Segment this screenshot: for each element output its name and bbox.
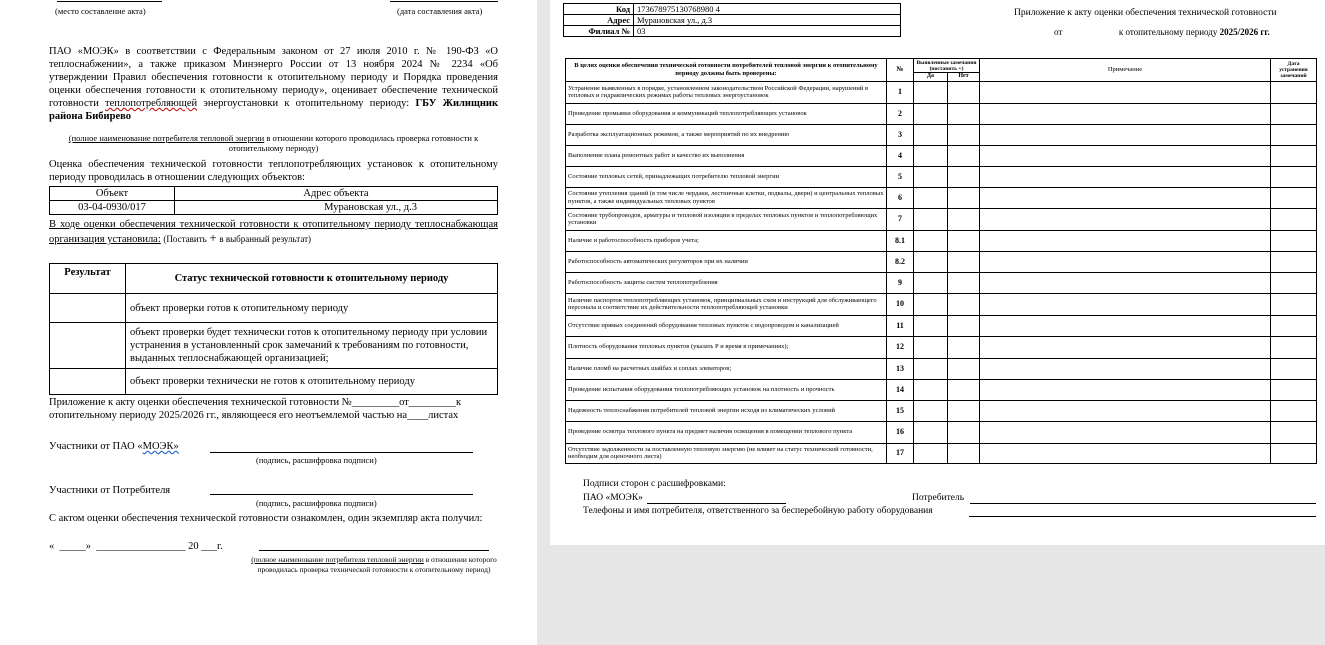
remark-yes-cell[interactable] bbox=[914, 400, 948, 421]
fix-date-cell[interactable] bbox=[1271, 208, 1317, 230]
result-intro-b: (Поставить bbox=[163, 234, 207, 244]
address-label: Адрес bbox=[564, 15, 634, 26]
result-cell-1[interactable] bbox=[50, 294, 126, 323]
remark-yes-cell[interactable] bbox=[914, 124, 948, 145]
note-cell[interactable] bbox=[980, 251, 1271, 272]
table-row bbox=[50, 323, 498, 369]
right-page bbox=[550, 0, 1325, 545]
note-cell[interactable] bbox=[980, 400, 1271, 421]
result-header: Результат bbox=[50, 264, 126, 294]
code-table bbox=[563, 3, 901, 37]
note-cell[interactable] bbox=[980, 272, 1271, 293]
moek-sign-label: ПАО «МОЭК» bbox=[583, 493, 643, 503]
header-num: № bbox=[887, 59, 914, 82]
date-fill-line[interactable]: « _____» _________________ 20 ___г. bbox=[49, 541, 223, 552]
date-caption: (дата составления акта) bbox=[397, 6, 483, 16]
result-table-header bbox=[50, 264, 498, 294]
fix-date-cell[interactable] bbox=[1271, 272, 1317, 293]
remark-yes-cell[interactable] bbox=[914, 379, 948, 400]
remark-yes-cell[interactable] bbox=[914, 230, 948, 251]
intro-paragraph bbox=[49, 45, 498, 123]
table-row bbox=[566, 103, 1317, 124]
objects-intro: Оценка обеспечения технической готовности теплопотребляющих установок к отопительному периоду проводилась в отношении следующих объектов: bbox=[49, 159, 498, 183]
place-line bbox=[57, 1, 162, 2]
phones-line[interactable] bbox=[969, 516, 1316, 517]
checklist-item-number: 10 bbox=[887, 293, 914, 315]
fix-date-cell[interactable] bbox=[1271, 187, 1317, 208]
appendix-text-b: отопительному периоду 2025/2026 гг., являющееся его неотъемлемой частью на____листах bbox=[49, 410, 459, 421]
remark-yes-cell[interactable] bbox=[914, 145, 948, 166]
remark-no-cell[interactable] bbox=[948, 251, 980, 272]
checklist-item-text: Работоспособность защиты систем теплопотребления bbox=[566, 272, 887, 293]
remark-yes-cell[interactable] bbox=[914, 358, 948, 379]
table-row bbox=[566, 293, 1317, 315]
moek-sign-line[interactable] bbox=[647, 503, 786, 504]
remark-no-cell[interactable] bbox=[948, 400, 980, 421]
note-cell[interactable] bbox=[980, 358, 1271, 379]
note-cell[interactable] bbox=[980, 421, 1271, 443]
signatures-title: Подписи сторон с расшифровками: bbox=[583, 479, 726, 489]
participants-moek-label: Участники от ПАО « bbox=[49, 441, 143, 452]
appendix-sub-a: от bbox=[1054, 27, 1063, 37]
fix-date-cell[interactable] bbox=[1271, 379, 1317, 400]
consumer-sign-label: Потребитель bbox=[912, 493, 965, 503]
checklist-item-text: Плотность оборудования тепловых пунктов (указать Р и время в примечаниях); bbox=[566, 336, 887, 358]
remark-yes-cell[interactable] bbox=[914, 336, 948, 358]
note-cell[interactable] bbox=[980, 187, 1271, 208]
checklist-item-number: 16 bbox=[887, 421, 914, 443]
bottom-caption-b: в отношении которого проводилась проверка технической готовности к отопительному период) bbox=[257, 555, 497, 574]
objects-header-object: Объект bbox=[50, 187, 175, 201]
remark-yes-cell[interactable] bbox=[914, 208, 948, 230]
remark-no-cell[interactable] bbox=[948, 166, 980, 187]
remark-no-cell[interactable] bbox=[948, 187, 980, 208]
header-note: Примечание bbox=[980, 59, 1271, 82]
fix-date-cell[interactable] bbox=[1271, 103, 1317, 124]
remark-yes-cell[interactable] bbox=[914, 166, 948, 187]
checklist-item-number: 17 bbox=[887, 443, 914, 463]
branch-value: 03 bbox=[634, 26, 901, 37]
result-cell-3[interactable] bbox=[50, 369, 126, 395]
result-intro-a: В ходе оценки обеспечения технической готовности к отопительному периоду теплоснабжающая организация установила: bbox=[49, 219, 498, 245]
checklist-item-text: Разработка эксплуатационных режимов, а также мероприятий по их внедрению bbox=[566, 124, 887, 145]
fix-date-cell[interactable] bbox=[1271, 251, 1317, 272]
checklist-item-number: 13 bbox=[887, 358, 914, 379]
remark-no-cell[interactable] bbox=[948, 379, 980, 400]
fix-date-cell[interactable] bbox=[1271, 336, 1317, 358]
fix-date-cell[interactable] bbox=[1271, 293, 1317, 315]
checklist-item-text: Наличие паспортов теплопотребляющих установок, принципиальных схем и инструкций для обслуживающего персонала и соответствие их действительности теплопотребляющей установки bbox=[566, 293, 887, 315]
participants-moek bbox=[49, 440, 179, 453]
note-cell[interactable] bbox=[980, 124, 1271, 145]
remark-yes-cell[interactable] bbox=[914, 272, 948, 293]
result-cell-2[interactable] bbox=[50, 323, 126, 369]
result-table bbox=[49, 263, 498, 395]
checklist-header-row bbox=[566, 59, 1317, 73]
note-cell[interactable] bbox=[980, 336, 1271, 358]
table-row bbox=[564, 15, 901, 26]
appendix-text-a: Приложение к акту оценки обеспечения технической готовности №_________от_________к bbox=[49, 397, 462, 408]
fix-date-cell[interactable] bbox=[1271, 315, 1317, 336]
bottom-caption bbox=[250, 555, 498, 575]
note-cell[interactable] bbox=[980, 315, 1271, 336]
object-code-cell: 03-04-0930/017 bbox=[50, 201, 175, 215]
checklist-item-text: Отсутствие задолженности за поставленную тепловую энергию (не влияет на статус технической готовности, необходим для оценочного листа) bbox=[566, 443, 887, 463]
checklist-item-number: 11 bbox=[887, 315, 914, 336]
remark-yes-cell[interactable] bbox=[914, 81, 948, 103]
status-cell-3: объект проверки технически не готов к отопительному периоду bbox=[126, 369, 498, 395]
checklist-item-number: 6 bbox=[887, 187, 914, 208]
checklist-item-number: 3 bbox=[887, 124, 914, 145]
table-row bbox=[566, 272, 1317, 293]
checklist-item-text: Работоспособность автоматических регуляторов при их наличии bbox=[566, 251, 887, 272]
table-row bbox=[50, 294, 498, 323]
checklist-item-number: 8.2 bbox=[887, 251, 914, 272]
appendix-sub-b: к отопительному периоду bbox=[1118, 27, 1218, 37]
code-label: Код bbox=[564, 4, 634, 15]
note-cell[interactable] bbox=[980, 443, 1271, 463]
objects-header-address: Адрес объекта bbox=[175, 187, 498, 201]
table-row bbox=[566, 187, 1317, 208]
table-row bbox=[50, 201, 498, 215]
header-yes: Да bbox=[914, 73, 948, 82]
remark-no-cell[interactable] bbox=[948, 336, 980, 358]
remark-yes-cell[interactable] bbox=[914, 421, 948, 443]
checklist-item-number: 7 bbox=[887, 208, 914, 230]
moek-signature-line[interactable] bbox=[210, 452, 473, 453]
appendix-paragraph bbox=[49, 396, 498, 422]
table-row bbox=[564, 26, 901, 37]
code-value: 173678975130768980 4 bbox=[634, 4, 901, 15]
table-row bbox=[566, 379, 1317, 400]
signature-caption: (подпись, расшифровка подписи) bbox=[256, 455, 377, 465]
note-cell[interactable] bbox=[980, 379, 1271, 400]
note-cell[interactable] bbox=[980, 103, 1271, 124]
remark-yes-cell[interactable] bbox=[914, 103, 948, 124]
remark-yes-cell[interactable] bbox=[914, 293, 948, 315]
checklist-body bbox=[566, 81, 1317, 463]
checklist-item-number: 1 bbox=[887, 81, 914, 103]
header-no: Нет bbox=[948, 73, 980, 82]
status-header: Статус технической готовности к отопительному периоду bbox=[126, 264, 498, 294]
objects-table bbox=[49, 186, 498, 215]
table-row bbox=[566, 166, 1317, 187]
signature-caption-2: (подпись, расшифровка подписи) bbox=[256, 498, 377, 508]
fix-date-cell[interactable] bbox=[1271, 124, 1317, 145]
left-page bbox=[0, 0, 537, 645]
checklist-item-number: 2 bbox=[887, 103, 914, 124]
remark-yes-cell[interactable] bbox=[914, 187, 948, 208]
checklist-item-text: Устранение выявленных в порядке, установленном законодательством Российской Федерации, нарушений в тепловых и гидравлических режимах работы тепловых энергоустановок bbox=[566, 81, 887, 103]
checklist-item-text: Состояние утепления зданий (в том числе чердаки, лестничные клетки, подвалы, двери) и центральных тепловых пунктов, а также индивидуальных тепловых пунктов bbox=[566, 187, 887, 208]
status-cell-1: объект проверки готов к отопительному периоду bbox=[126, 294, 498, 323]
table-row bbox=[564, 4, 901, 15]
checklist-item-text: Отсутствие прямых соединений оборудования тепловых пунктов с водопроводом и канализацией bbox=[566, 315, 887, 336]
result-intro bbox=[49, 218, 498, 246]
remark-no-cell[interactable] bbox=[948, 103, 980, 124]
table-row bbox=[566, 251, 1317, 272]
checklist-item-number: 5 bbox=[887, 166, 914, 187]
checklist-item-number: 15 bbox=[887, 400, 914, 421]
table-row bbox=[566, 145, 1317, 166]
intro-tail: энергоустановки к отопительному периоду: bbox=[203, 98, 410, 109]
checklist-item-number: 12 bbox=[887, 336, 914, 358]
fix-date-cell[interactable] bbox=[1271, 400, 1317, 421]
table-row bbox=[566, 315, 1317, 336]
intro-wavy-word: теплопотребляющей bbox=[105, 98, 198, 109]
remark-no-cell[interactable] bbox=[948, 443, 980, 463]
fix-date-cell[interactable] bbox=[1271, 421, 1317, 443]
table-row bbox=[566, 421, 1317, 443]
remark-yes-cell[interactable] bbox=[914, 443, 948, 463]
remark-no-cell[interactable] bbox=[948, 208, 980, 230]
header-item: В целях оценки обеспечения технической готовности потребителей тепловой энергии к отопительному периоду должны быть проверены: bbox=[566, 59, 887, 82]
checklist-item-text: Проведение испытания оборудования теплопотребляющих установок на плотность и прочность bbox=[566, 379, 887, 400]
table-row bbox=[566, 124, 1317, 145]
checklist-item-number: 8.1 bbox=[887, 230, 914, 251]
table-row bbox=[566, 336, 1317, 358]
header-remarks: Выявленные замечания (поставить +) bbox=[914, 59, 980, 73]
remark-no-cell[interactable] bbox=[948, 230, 980, 251]
header-date: Дата устранения замечаний bbox=[1271, 59, 1317, 82]
participants-consumer-label: Участники от Потребителя bbox=[49, 485, 171, 496]
consumer-name: ГБУ Жилищник района Бибирево bbox=[49, 98, 498, 122]
checklist-item-text: Наличие пломб на расчетных шайбах и соплах элеваторов; bbox=[566, 358, 887, 379]
table-row bbox=[50, 369, 498, 395]
object-address-cell: Мурановская ул., д.3 bbox=[175, 201, 498, 215]
consumer-caption-a: (полное наименование потребителя тепловой энергии bbox=[68, 133, 265, 143]
table-row bbox=[566, 81, 1317, 103]
remark-no-cell[interactable] bbox=[948, 124, 980, 145]
fix-date-cell[interactable] bbox=[1271, 145, 1317, 166]
remark-no-cell[interactable] bbox=[948, 81, 980, 103]
fix-date-cell[interactable] bbox=[1271, 358, 1317, 379]
checklist-item-number: 4 bbox=[887, 145, 914, 166]
remark-no-cell[interactable] bbox=[948, 315, 980, 336]
remark-no-cell[interactable] bbox=[948, 293, 980, 315]
checklist-item-number: 9 bbox=[887, 272, 914, 293]
status-cell-2: объект проверки будет технически готов к отопительному периоду при условии устранения в установленный срок замечаний к требованиям по готовности, выданных теплоснабжающей организацией; bbox=[126, 323, 498, 369]
remark-no-cell[interactable] bbox=[948, 272, 980, 293]
remark-yes-cell[interactable] bbox=[914, 251, 948, 272]
consumer-sign-line[interactable] bbox=[970, 503, 1316, 504]
consumer-signature-line[interactable] bbox=[210, 494, 473, 495]
fix-date-cell[interactable] bbox=[1271, 443, 1317, 463]
place-caption: (место составление акта) bbox=[55, 6, 146, 16]
table-row bbox=[566, 443, 1317, 463]
table-row bbox=[566, 358, 1317, 379]
checklist-item-text: Состояние тепловых сетей, принадлежащих потребителю тепловой энергии bbox=[566, 166, 887, 187]
acquainted-text: С актом оценки обеспечения технической готовности ознакомлен, один экземпляр акта получил: bbox=[49, 513, 483, 524]
note-cell[interactable] bbox=[980, 208, 1271, 230]
remark-no-cell[interactable] bbox=[948, 358, 980, 379]
date-line-top bbox=[390, 1, 498, 2]
appendix-subtitle bbox=[1054, 27, 1270, 37]
result-intro-c: в выбранный результат) bbox=[219, 234, 312, 244]
checklist-item-text: Выполнение плана ремонтных работ и качество их выполнения bbox=[566, 145, 887, 166]
branch-label: Филиал № bbox=[564, 26, 634, 37]
note-cell[interactable] bbox=[980, 81, 1271, 103]
note-cell[interactable] bbox=[980, 230, 1271, 251]
remark-no-cell[interactable] bbox=[948, 421, 980, 443]
note-cell[interactable] bbox=[980, 166, 1271, 187]
objects-table-header bbox=[50, 187, 498, 201]
fix-date-cell[interactable] bbox=[1271, 81, 1317, 103]
phones-label: Телефоны и имя потребителя, ответственного за бесперебойную работу оборудования bbox=[583, 506, 933, 516]
checklist-item-text: Наличие и работоспособность приборов учета; bbox=[566, 230, 887, 251]
table-row bbox=[566, 400, 1317, 421]
fix-date-cell[interactable] bbox=[1271, 230, 1317, 251]
address-value: Мурановская ул., д.3 bbox=[634, 15, 901, 26]
note-cell[interactable] bbox=[980, 293, 1271, 315]
checklist-item-text: Состояние трубопроводов, арматуры и тепловой изоляции в пределах тепловых пунктов и теплопотребляющих установки bbox=[566, 208, 887, 230]
consumer-caption-b: в отношении которого проводилась проверка готовности к отопительному периоду) bbox=[228, 133, 479, 153]
appendix-title: Приложение к акту оценки обеспечения технической готовности bbox=[1014, 8, 1277, 18]
appendix-sub-c: 2025/2026 гг. bbox=[1219, 27, 1270, 37]
checklist-item-text: Надежность теплоснабжения потребителей тепловой энергии исходя из климатических условий bbox=[566, 400, 887, 421]
note-cell[interactable] bbox=[980, 145, 1271, 166]
participants-moek-wavy: МОЭК» bbox=[142, 441, 179, 452]
bottom-consumer-line[interactable] bbox=[259, 550, 489, 551]
plus-sign: + bbox=[209, 230, 217, 245]
remark-no-cell[interactable] bbox=[948, 145, 980, 166]
table-row bbox=[566, 208, 1317, 230]
consumer-caption bbox=[49, 133, 498, 153]
bottom-caption-a: (полное наименование потребителя тепловой энергии bbox=[251, 555, 424, 564]
fix-date-cell[interactable] bbox=[1271, 166, 1317, 187]
intro-text: ПАО «МОЭК» в соответствии с Федеральным законом от 27 июля 2010 г. № 190-ФЗ «О теплоснабжении», а также приказом Минэнерго России от 13 ноября 2024 № 2234 «Об утверждении Правил обеспечения готовности к отопительному периоду и Порядка проведения оценки обеспечения готовности к отопительному периоду», оценивает обеспечение технической готовности bbox=[49, 46, 498, 109]
checklist-item-text: Проведение осмотра теплового пункта на предмет наличия освещения в помещении теплового пункта bbox=[566, 421, 887, 443]
remark-yes-cell[interactable] bbox=[914, 315, 948, 336]
checklist-item-number: 14 bbox=[887, 379, 914, 400]
checklist-table bbox=[565, 58, 1317, 464]
checklist-item-text: Проведение промывки оборудования и коммуникаций теплопотребляющих установок bbox=[566, 103, 887, 124]
table-row bbox=[566, 230, 1317, 251]
